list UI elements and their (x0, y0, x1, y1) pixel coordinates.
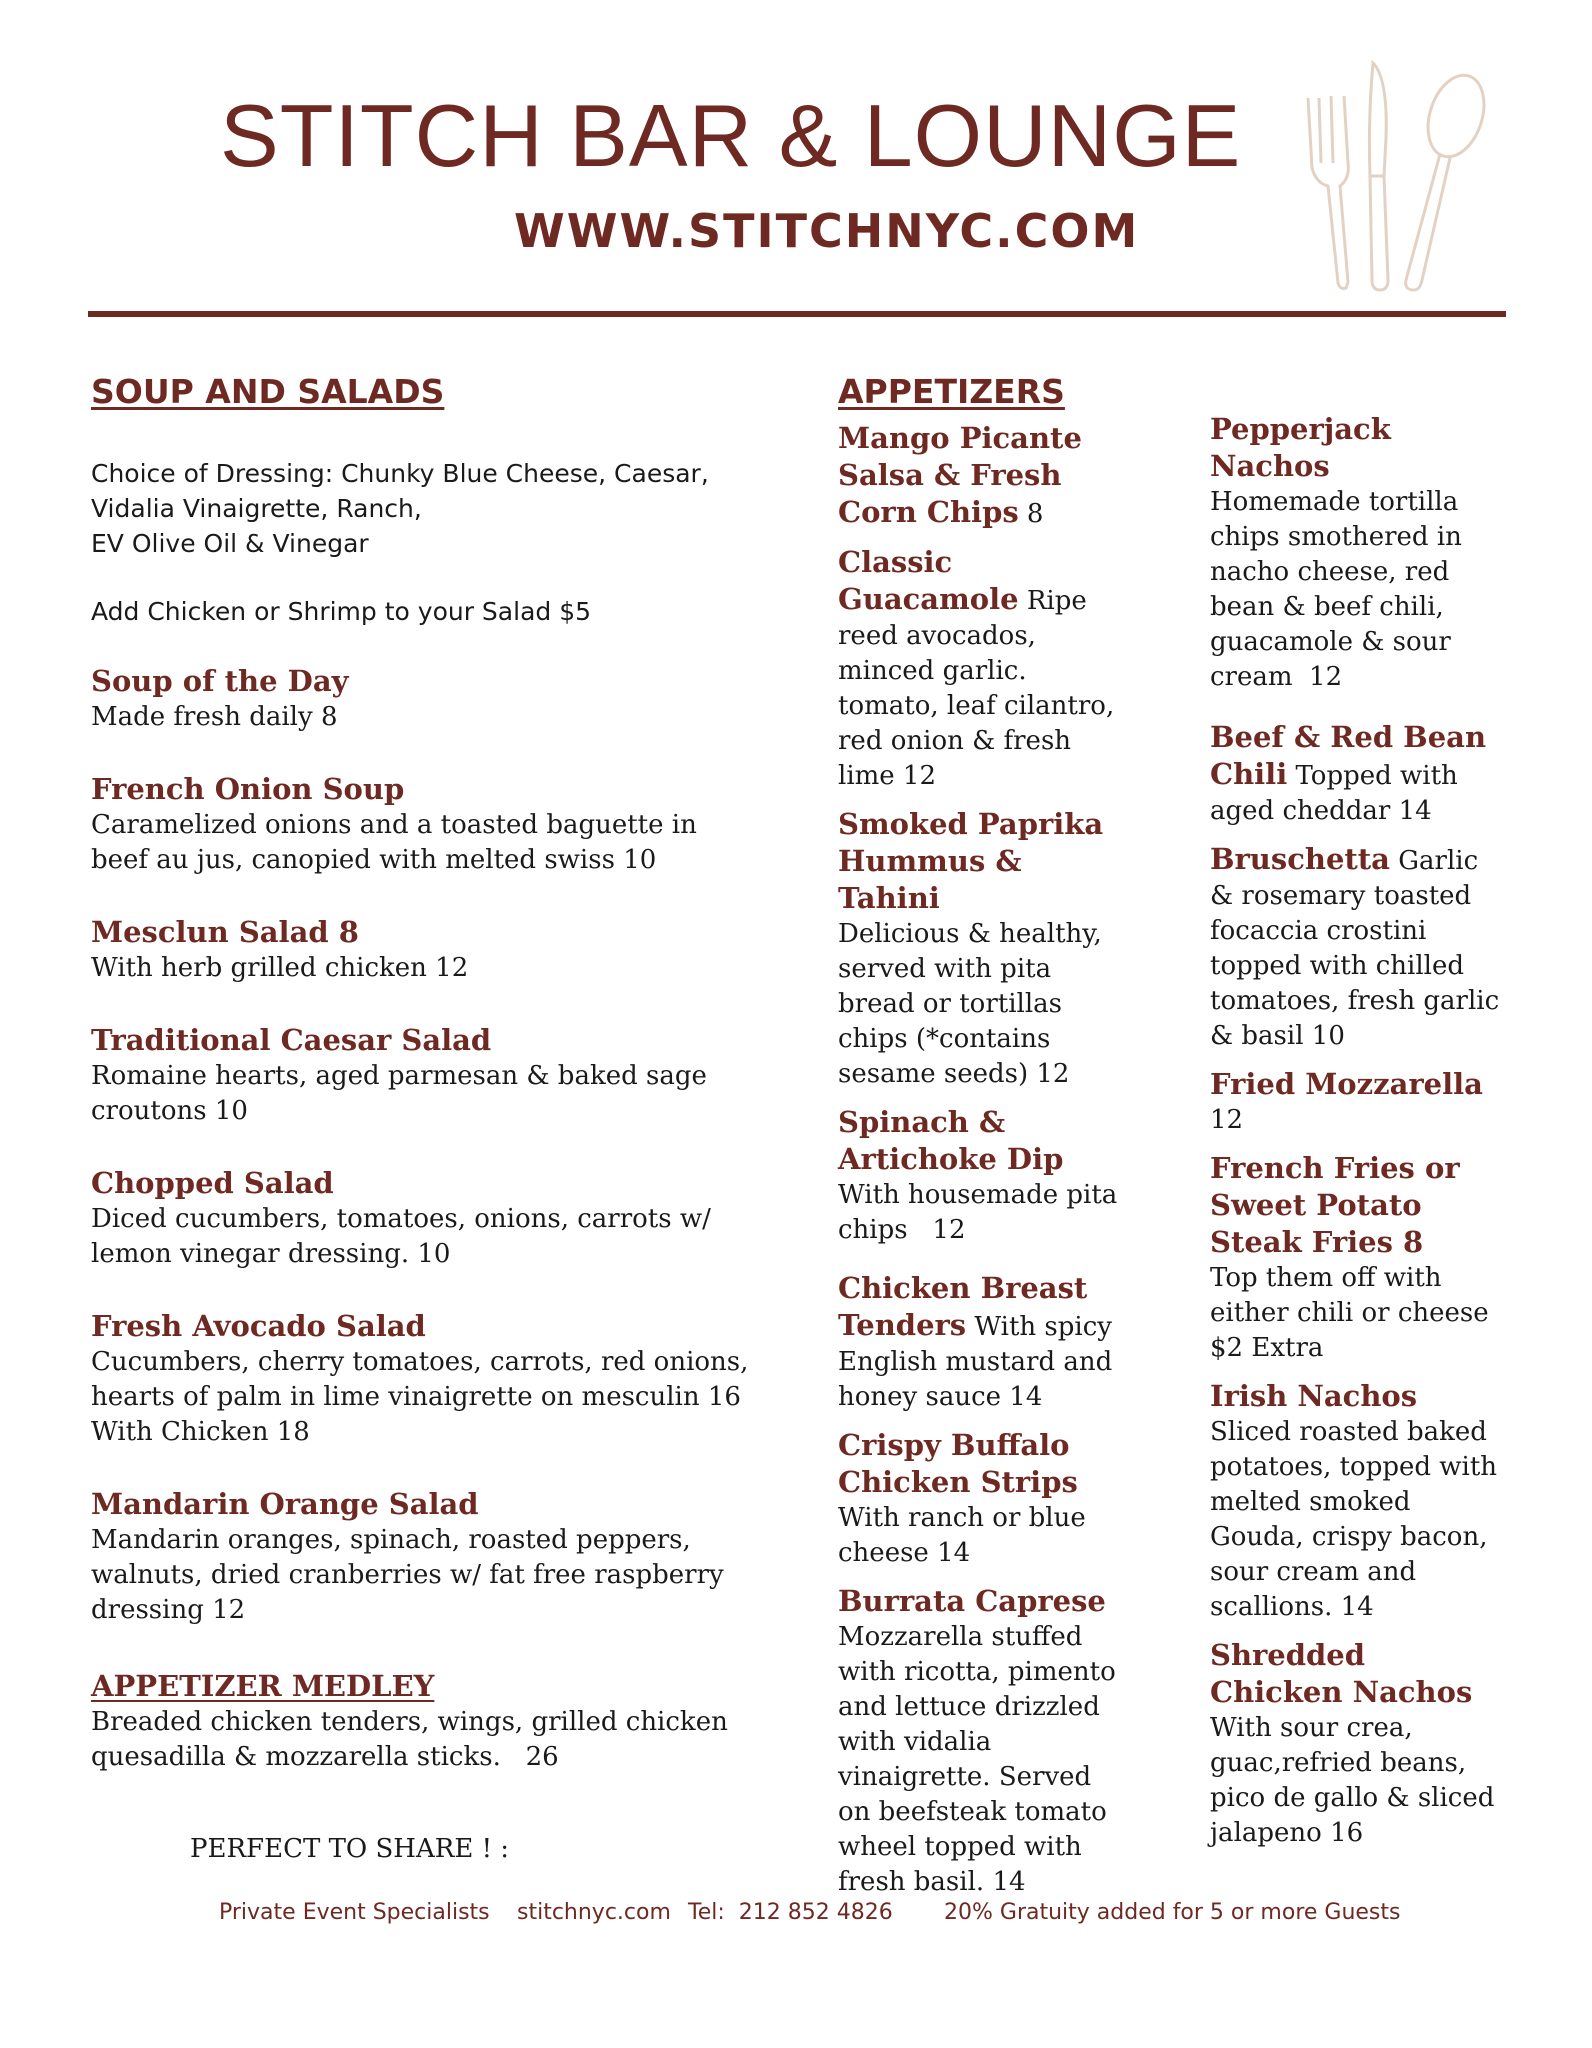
menu-item (1210, 411, 1500, 695)
menu-item (91, 663, 751, 735)
item-extra: With Chicken 18 (91, 1416, 310, 1447)
item-name: Burrata Caprese (838, 1583, 1106, 1618)
menu-item (1210, 841, 1500, 1054)
item-desc: 12 (1210, 1105, 1244, 1135)
soup-salads-heading: SOUP AND SALADS (91, 372, 445, 411)
item-name: French Onion Soup (91, 771, 405, 806)
item-desc: Caramelized onions and a toasted baguette in beef au jus, canopied with melted swiss 10 (91, 809, 697, 875)
medley-desc: Breaded chicken tenders, wings, grilled chicken quesadilla & mozzarella sticks. 26 (91, 1706, 737, 1772)
menu-item (838, 1427, 1128, 1571)
menu-item (838, 806, 1128, 1092)
item-desc: With herb grilled chicken 12 (91, 952, 469, 983)
item-name: Bruschetta (1210, 842, 1390, 876)
item-desc: 8 (1018, 498, 1044, 529)
item-name: Smoked Paprika Hummus & Tahini (838, 806, 1104, 915)
item-name: Traditional Caesar Salad (91, 1022, 492, 1057)
item-desc: Topped with aged cheddar 14 (1210, 761, 1458, 826)
item-desc: With spicy English mustard and honey sauce 14 (838, 1311, 1113, 1412)
item-name: Mesclun Salad 8 (91, 914, 359, 949)
menu-item (838, 1583, 1128, 1900)
appetizers-column-1 (838, 372, 1128, 1900)
menu-item (838, 544, 1128, 794)
item-desc: Homemade tortilla chips smothered in nacho cheese, red bean & beef chili, guacamole & sour cream 12 (1210, 487, 1471, 692)
item-desc: Romaine hearts, aged parmesan & baked sage croutons 10 (91, 1060, 707, 1126)
menu-item (838, 1270, 1128, 1415)
menu-item (91, 1022, 751, 1129)
item-desc: Garlic & rosemary toasted focaccia crostini topped with chilled tomatoes, fresh garlic & basil 10 (1210, 846, 1500, 1051)
item-name: Spinach & Artichoke Dip (838, 1104, 1064, 1176)
item-desc: Mandarin oranges, spinach, roasted peppers, walnuts, dried cranberries w/ fat free raspberry dressing 12 (91, 1524, 724, 1625)
item-name: Mandarin Orange Salad (91, 1486, 479, 1521)
item-desc: With ranch or blue cheese 14 (838, 1502, 1086, 1568)
menu-item (1210, 1066, 1500, 1138)
item-desc: Delicious & healthy, served with pita bread or tortillas chips (*contains sesame seeds) 12 (838, 918, 1102, 1089)
menu-item (91, 914, 751, 986)
item-name: Irish Nachos (1210, 1379, 1418, 1413)
item-desc: Sliced roasted baked potatoes, topped with melted smoked Gouda, crispy bacon, sour cream and scallions. 14 (1210, 1417, 1498, 1622)
footer-website: stitchnyc.com (517, 1900, 671, 1925)
footer-phone: Tel: 212 852 4826 (688, 1900, 893, 1925)
appetizer-medley (91, 1668, 751, 1775)
menu-item (1210, 1637, 1500, 1851)
add-protein-note: Add Chicken or Shrimp to your Salad $5 (91, 596, 592, 626)
item-name: Chicken Breast Tenders (838, 1270, 1088, 1342)
appetizers-column-2 (1210, 411, 1506, 1851)
menu-item (91, 1486, 751, 1628)
restaurant-title: STITCH BAR & LOUNGE (220, 86, 1242, 185)
menu-item (91, 771, 751, 878)
item-name: Pepperjack Nachos (1210, 412, 1391, 483)
item-desc: Ripe reed avocados, minced garlic. tomato, leaf cilantro, red onion & fresh lime 12 (838, 585, 1115, 791)
footer-gratuity: 20% Gratuity added for 5 or more Guests (944, 1900, 1401, 1925)
menu-item (1210, 1378, 1500, 1625)
dressing-note: Choice of Dressing: Chunky Blue Cheese, Caesar, Vidalia Vinaigrette, Ranch, EV Olive Oil & Vinegar (91, 458, 709, 558)
item-desc: Top them off with either chili or cheese $2 Extra (1210, 1263, 1506, 1363)
item-name: Crispy Buffalo Chicken Strips (838, 1427, 1078, 1499)
item-name: Classic Guacamole (838, 544, 1019, 616)
medley-heading: APPETIZER MEDLEY (91, 1668, 435, 1703)
item-desc: With housemade pita chips 12 (838, 1179, 1126, 1245)
menu-item (91, 1308, 751, 1450)
website-url: WWW.STITCHNYC.COM (514, 204, 1140, 258)
menu-item (838, 420, 1128, 532)
menu-item (838, 1104, 1128, 1248)
menu-item (1210, 1150, 1506, 1366)
item-name: Mango Picante Salsa & Fresh Corn Chips (838, 420, 1082, 529)
item-name: Beef & Red Bean Chili (1210, 720, 1487, 791)
menu-item (1210, 719, 1500, 829)
footer-private-events: Private Event Specialists (219, 1900, 490, 1925)
item-desc: Made fresh daily 8 (91, 701, 338, 732)
soup-salads-section (91, 372, 751, 1775)
item-desc: With sour crea, guac,refried beans, pico de gallo & sliced jalapeno 16 (1210, 1713, 1495, 1848)
appetizers-heading: APPETIZERS (838, 372, 1065, 411)
header-divider (88, 311, 1506, 317)
menu-item (91, 1165, 751, 1272)
item-name: Shredded Chicken Nachos (1210, 1638, 1473, 1709)
item-name: Soup of the Day (91, 663, 349, 698)
cutlery-icon (1288, 58, 1508, 298)
perfect-to-share-note: PERFECT TO SHARE ! : (190, 1834, 510, 1864)
item-desc: Diced cucumbers, tomatoes, onions, carrots w/ lemon vinegar dressing. 10 (91, 1203, 711, 1269)
item-desc: Cucumbers, cherry tomatoes, carrots, red onions, hearts of palm in lime vinaigrette on mesculin 16 (91, 1346, 749, 1412)
item-name: French Fries or Sweet Potato Steak Fries 8 (1210, 1151, 1460, 1259)
footer (0, 1900, 1592, 1940)
item-name: Fried Mozzarella (1210, 1067, 1483, 1101)
item-desc: Mozzarella stuffed with ricotta, pimento and lettuce drizzled with vidalia vinaigrette. Served on beefsteak tomato wheel topped with fresh basil. 14 (838, 1621, 1116, 1897)
item-name: Chopped Salad (91, 1165, 334, 1200)
item-name: Fresh Avocado Salad (91, 1308, 426, 1343)
